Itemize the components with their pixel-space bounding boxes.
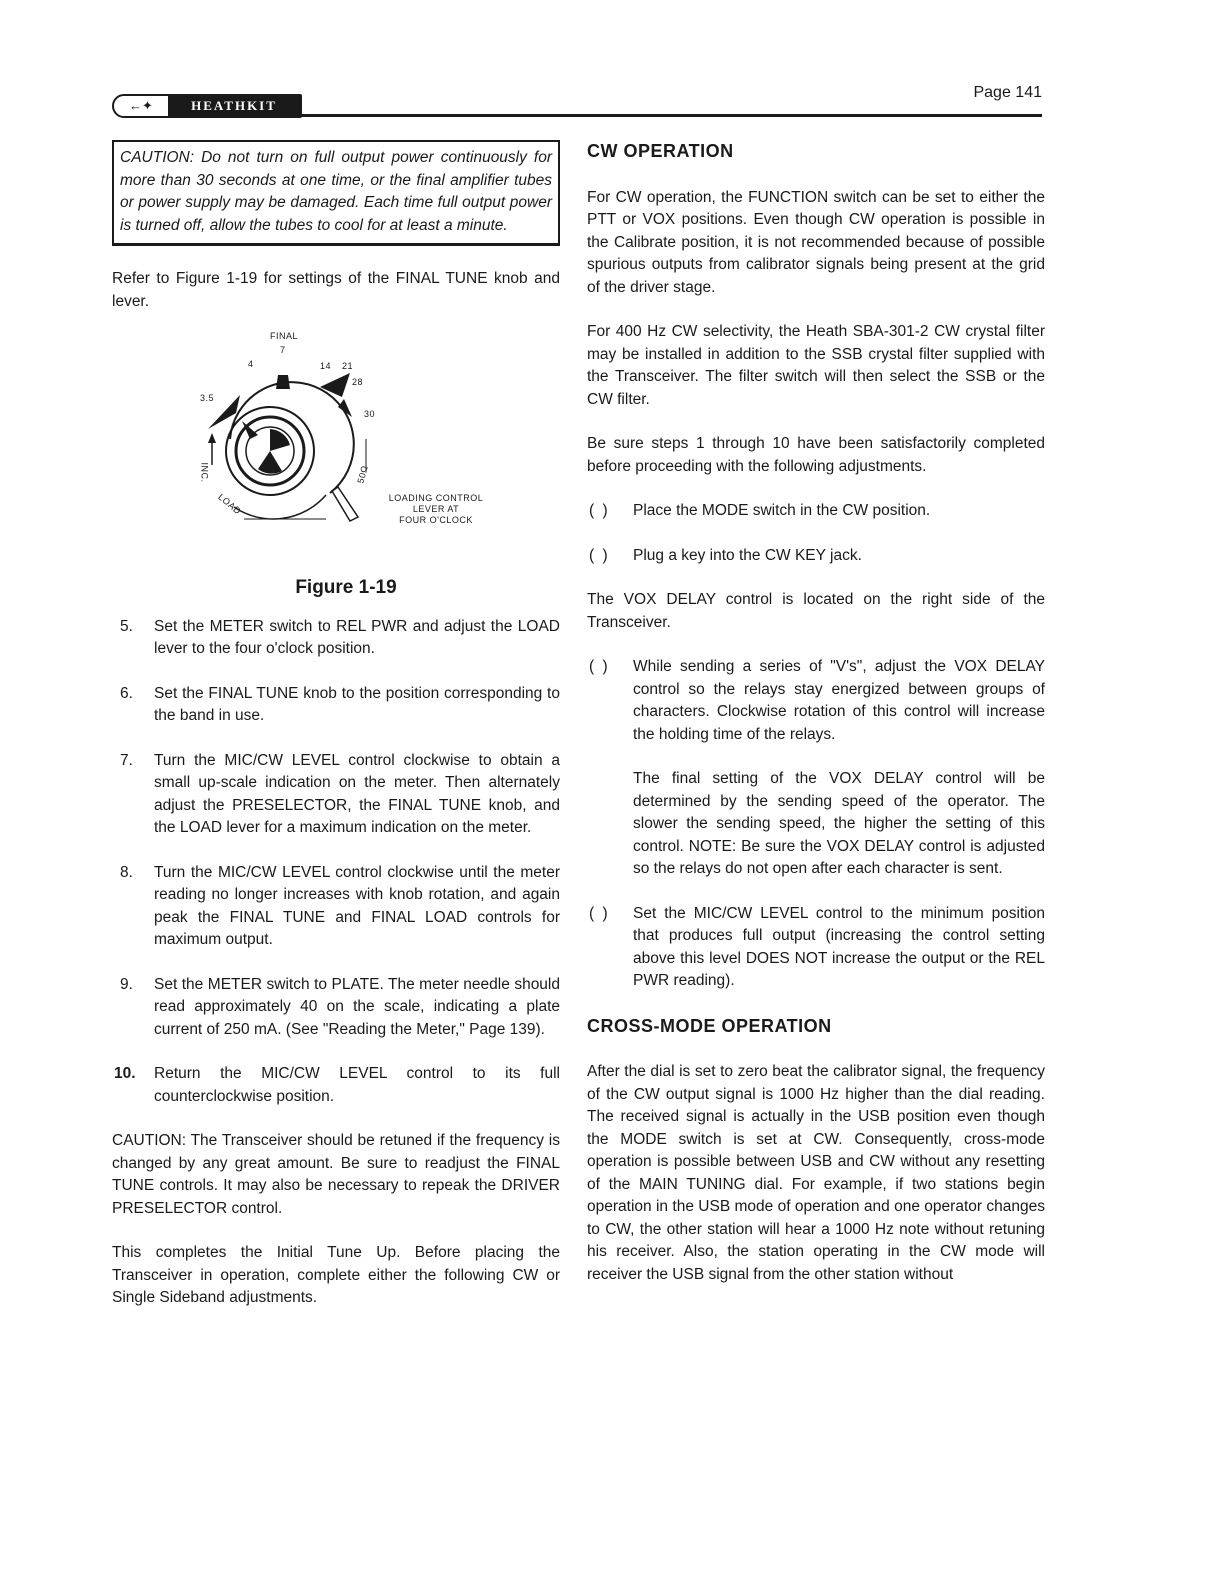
cross-mode-heading: CROSS-MODE OPERATION <box>587 1015 832 1036</box>
step-item-5: 5. Set the METER switch to REL PWR and adjust the LOAD lever to the four o'clock position. <box>120 617 560 657</box>
right-column <box>587 140 1045 1286</box>
cw-paragraph-2: For 400 Hz CW selectivity, the Heath SBA-301-2 CW crystal filter may be installed in addition to the SSB crystal filter supplied with the Transceiver. The filter switch will then select the SSB or the CW filter. <box>587 323 1045 408</box>
checkbox-mark[interactable]: ( ) <box>589 658 610 675</box>
check-item-mic-level: ( ) Set the MIC/CW LEVEL control to the minimum position that produces full output (increasing the control setting above this level DOES NOT increase the output or the REL PWR reading). <box>589 904 1045 989</box>
final-tune-dial-diagram <box>112 321 560 577</box>
step-item-7: 7. Turn the MIC/CW LEVEL control clockwise to obtain a small up-scale indication on the meter. Then alternately adjust the PRESELECTOR, the FINAL TUNE knob, and the LOAD lever for a maximum indication on the meter. <box>120 751 560 836</box>
figure-caption: Figure 1-19 <box>295 577 397 598</box>
label-21: 21 <box>342 361 354 371</box>
vox-delay-paragraph: The VOX DELAY control is located on the right side of the Transceiver. <box>587 591 1045 631</box>
label-7: 7 <box>280 345 286 355</box>
inc-arrow-icon <box>208 433 216 443</box>
step-item-10: 10. Return the MIC/CW LEVEL control to its full counterclockwise position. <box>114 1065 560 1105</box>
knob-pointer-b <box>258 451 282 474</box>
band-arrow-28 <box>320 373 350 397</box>
label-28: 28 <box>352 377 364 387</box>
step-list <box>112 616 560 1109</box>
figure-1-19 <box>112 321 560 577</box>
heathkit-logo <box>112 94 302 118</box>
left-column <box>112 140 560 1310</box>
checkbox-mark[interactable]: ( ) <box>589 904 610 922</box>
header-rule <box>300 114 1042 117</box>
step-item-9: 9. Set the METER switch to PLATE. The meter needle should read approximately 40 on the scale, indicating a plate current of 250 mA. (See "Reading the Meter," Page 139). <box>120 975 560 1038</box>
label-final: FINAL <box>270 331 299 341</box>
load-lever <box>332 487 358 521</box>
caution-box: CAUTION: Do not turn on full output power continuously for more than 30 seconds at one time, or the final amplifier tubes or power supply may be damaged. Each time full output power is turned off, allow the tubes to cool for at least a minute. <box>112 140 560 246</box>
load-lever-arc <box>234 495 326 519</box>
step-item-6: 6. Set the FINAL TUNE knob to the position corresponding to the band in use. <box>120 684 560 724</box>
cw-paragraph-1: For CW operation, the FUNCTION switch can be set to either the PTT or VOX positions. Even though CW operation is possible in the Calibrate position, it is not recommended because of possible spurious outputs from calibrator signals being present at the grid of the driver stage. <box>587 188 1045 296</box>
retune-caution: CAUTION: The Transceiver should be retuned if the frequency is changed by any great amount. Be sure to readjust the FINAL TUNE controls. It may also be necessary to repeak the DRIVER PRESELECTOR control. <box>112 1132 560 1217</box>
label-load: LOAD <box>216 491 243 517</box>
label-50-ohm: 50Ω <box>355 464 370 485</box>
label-3.5: 3.5 <box>200 393 215 403</box>
callout-loading-control: LOADING CONTROL LEVER AT FOUR O'CLOCK <box>388 493 484 525</box>
cross-mode-paragraph: After the dial is set to zero beat the calibrator signal, the frequency of the CW output signal is 1000 Hz higher than the dial reading. The received signal is actually in the USB position even though the MODE switch is set at CW. Consequently, cross-mode operation is possible between USB and CW without any resetting of the MAIN TUNING dial. For example, if two stations begin operation in the USB mode of operation and one operator changes to CW, the other station will hear a 1000 Hz note without retuning his receiver. Also, the station operating in the CW mode will receiver the USB signal from the other station without <box>587 1063 1045 1283</box>
check-item-vox-delay: ( ) While sending a series of "V's", adjust the VOX DELAY control so the relays stay energized between groups of characters. Clockwise rotation of this control will increase the holding time of the relays. The final setting of the VOX DELAY control will be determined by the sending speed of the operator. The slower the sending speed, the higher the setting of this control. NOTE: Be sure the VOX DELAY control is adjusted so the relays do not open after each character is sent. <box>589 658 1045 877</box>
logo-emblem-icon: ←✦ <box>129 98 153 113</box>
page-number: Page 141 <box>973 84 1042 101</box>
checkbox-mark[interactable]: ( ) <box>589 502 610 519</box>
cw-check-list <box>587 500 1045 567</box>
check-item-key: ( ) Plug a key into the CW KEY jack. <box>587 545 1045 568</box>
vox-check-list <box>587 656 1045 993</box>
cw-operation-heading: CW OPERATION <box>587 141 734 161</box>
check-item-mode: ( ) Place the MODE switch in the CW position. <box>587 500 1045 523</box>
label-30: 30 <box>364 409 376 419</box>
label-14: 14 <box>320 361 332 371</box>
band-arrow-7 <box>276 375 290 389</box>
closing-paragraph: This completes the Initial Tune Up. Before placing the Transceiver in operation, complete either the following CW or Single Sideband adjustments. <box>112 1244 560 1306</box>
logo-text: HEATHKIT <box>168 96 300 116</box>
knob-pointer-a <box>270 429 290 451</box>
figure-intro: Refer to Figure 1-19 for settings of the FINAL TUNE knob and lever. <box>112 270 560 310</box>
checkbox-mark[interactable]: ( ) <box>589 546 610 564</box>
cw-paragraph-3: Be sure steps 1 through 10 have been satisfactorily completed before proceeding with the following adjustments. <box>587 435 1045 475</box>
label-4: 4 <box>248 359 254 369</box>
step-item-8: 8. Turn the MIC/CW LEVEL control clockwise until the meter reading no longer increases with knob rotation, and again peak the FINAL TUNE and FINAL LOAD controls for maximum output. <box>120 863 560 948</box>
label-inc: INC. <box>199 462 210 483</box>
